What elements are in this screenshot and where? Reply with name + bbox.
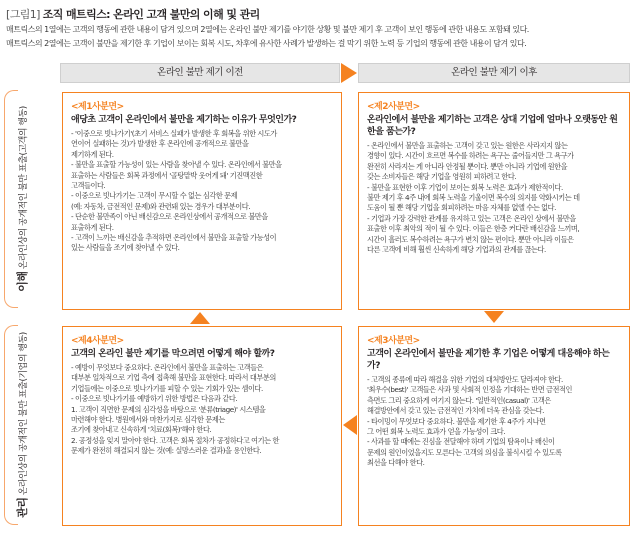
quadrant-1-question: 애당초 고객이 온라인에서 불만을 제기하는 이유가 무엇인가? bbox=[71, 115, 297, 125]
list-item: - 온라인에서 불만을 표출하는 고객이 갖고 있는 원한은 사라지지 않는 bbox=[367, 141, 568, 150]
list-item: - 불만을 표현한 이후 기업이 보이는 회복 노력은 효과가 제한적이다. bbox=[367, 182, 563, 192]
list-item: - 타이밍이 무엇보다 중요하다. 불만을 제기한 후 4주가 지나면 bbox=[367, 416, 546, 426]
row-title-understand: 이해 bbox=[16, 271, 29, 292]
intro-line-2: 매트릭스의 2열에는 고객이 불만을 제기한 후 기업이 보이는 회복 시도, 차후에 유사한 사례가 발생하는 걸 막기 위한 노력 등 기업의 행동에 관한 내용이 담겨 있다. bbox=[6, 39, 527, 48]
list-item: - 불만을 표출할 가능성이 있는 사람을 찾아낼 수 있다. 온라인에서 불만을 bbox=[71, 160, 282, 170]
list-item: '최우수(best)' 고객들은 사과 및 사회적 인정을 기대하는 반면 금전적인 bbox=[367, 385, 573, 395]
list-item: 갖는 소비자들은 해당 기업을 영원히 피하려고 한다. bbox=[367, 172, 517, 182]
row-label-manage bbox=[4, 325, 48, 525]
list-item: 2. 공정성을 잊지 말아야 한다. 고객은 회복 절차가 공정하다고 여기는 한 bbox=[71, 435, 279, 445]
quadrant-4-tag: <제4사분면> bbox=[71, 336, 124, 346]
list-item: - '이중으로 빗나가기'(초기 서비스 실패가 발생한 후 회복을 위한 시도가 bbox=[71, 129, 277, 138]
list-item: 연이어 실패하는 것)가 발생한 후 온라인에 공개적으로 불만을 bbox=[71, 139, 249, 149]
list-item: 조기에 찾아내고 신속하게 '치료(회복)'해야 한다. bbox=[71, 425, 212, 435]
list-item: 도움이 될 뿐 해당 기업을 회피하려는 마음 자체를 없앨 수는 없다. bbox=[367, 203, 557, 213]
quadrant-4-list bbox=[71, 363, 333, 457]
list-item: 완전히 사라지는 게 아니라 안정될 뿐이다. 뿐만 아니라 기업에 원한을 bbox=[367, 161, 568, 171]
list-item: 경향이 있다. 시간이 흐르면 복수를 하려는 욕구는 줄어들지만 그 욕구가 bbox=[367, 151, 574, 161]
flow-arrow-up-icon bbox=[190, 312, 210, 324]
list-item: 문제가 완전히 해결되지 않는 것(예: 실망스러운 결과)을 용인한다. bbox=[71, 446, 262, 456]
row-sub-understand: 온라인상의 공개적인 불만 표출(고객의 행동) bbox=[19, 106, 29, 270]
list-item: (예: 자동차, 금전적인 문제)와 관련돼 있는 경우가 대부분이다. bbox=[71, 201, 251, 211]
quadrant-3-tag: <제3사분면> bbox=[367, 336, 420, 346]
list-item: 1. 고객이 직면한 문제의 심각성을 바탕으로 '분류(triage)' 시스템을 bbox=[71, 404, 266, 414]
list-item: 그 어떤 회복 노력도 효과가 얻을 가능성이 크다. bbox=[367, 427, 506, 437]
list-item: - 기업과 가장 강력한 관계를 유지하고 있는 고객은 온라인 상에서 불만을 bbox=[367, 213, 576, 223]
list-item: 있는 사람들을 조기에 찾아낼 수 있다. bbox=[71, 243, 180, 253]
list-item: 고객들이다. bbox=[71, 181, 106, 191]
quadrant-4-question: 고객의 온라인 불만 제기를 막으려면 어떻게 해야 할까? bbox=[71, 349, 275, 359]
figure-label: [그림1] bbox=[6, 8, 40, 21]
quadrant-2-tag: <제2사분면> bbox=[367, 102, 420, 112]
quadrant-2-question: 온라인에서 불만을 제기하는 고객은 상대 기업에 얼마나 오랫동안 원한을 품는가? bbox=[367, 115, 618, 137]
column-header-before: 온라인 불만 제기 이전 bbox=[60, 63, 340, 83]
list-item: - 예방이 무엇보다 중요하다. 온라인에서 불만을 표출하는 고객들은 bbox=[71, 363, 264, 372]
quadrant-1 bbox=[62, 92, 342, 310]
list-item: 기업들에는 이중으로 빗나가기를 피할 수 있는 기회가 있는 셈이다. bbox=[71, 383, 263, 393]
quadrant-3-question: 고객이 온라인에서 불만을 제기한 후 기업은 어떻게 대응해야 하는가? bbox=[367, 349, 610, 371]
quadrant-2-list bbox=[367, 141, 621, 255]
row-caption-understand bbox=[14, 106, 30, 292]
row-sub-manage: 온라인상의 공개적인 불만 표출(기업의 행동) bbox=[19, 332, 29, 496]
list-item: 시간이 흘러도 복수하려는 욕구가 변치 않는 편이다. 뿐만 아니라 이들은 bbox=[367, 234, 574, 244]
flow-arrow-right-icon bbox=[341, 63, 357, 83]
list-item: 표출하는 사람들은 회복 과정에서 '골탕맡박 웃어게 돼' 기진맥진한 bbox=[71, 170, 263, 180]
list-item: - 단순한 불만족이 아닌 배신감으로 온라인상에서 공개적으로 불만을 bbox=[71, 212, 268, 222]
list-item: 대부분 일차적으로 기업 측에 접촉해 불만을 표현한다. 따라서 대부분의 bbox=[71, 373, 276, 383]
row-title-manage: 관리 bbox=[16, 497, 29, 518]
quadrant-3-list bbox=[367, 375, 621, 469]
figure-name: 조직 매트릭스: 온라인 고객 불만의 이해 및 관리 bbox=[42, 8, 260, 21]
flow-arrow-left-icon bbox=[343, 415, 357, 435]
list-item: 제기하게 된다. bbox=[71, 149, 114, 159]
list-item: 다른 고객에 비해 훨씬 신속하게 해당 기업과의 관계를 끊는다. bbox=[367, 245, 546, 255]
row-caption-manage bbox=[14, 332, 30, 518]
list-item: 불만 제기 후 4주 내에 회복 노력을 기울이면 복수의 의지를 약화시키는 데 bbox=[367, 193, 580, 203]
quadrant-1-list bbox=[71, 129, 333, 254]
list-item: 측면도 그리 중요하게 여기지 않는다. '일반적인(casual)' 고객은 bbox=[367, 395, 551, 405]
figure-title bbox=[6, 6, 260, 22]
list-item: - 고객이 느끼는 배신감을 추적하면 온라인에서 불만을 표출할 가능성이 bbox=[71, 233, 277, 243]
list-item: 표출하게 된다. bbox=[71, 222, 114, 232]
list-item: 문제의 원인이었을지도 모른다는 고객의 의심을 불식시킬 수 있도록 bbox=[367, 447, 562, 457]
list-item: 해결방안에서 갖고 있는 금전적인 가치에 더욱 관심을 갖는다. bbox=[367, 406, 545, 416]
list-item: - 이중으로 빗나가기를 예방하기 위한 방법은 다음과 같다. bbox=[71, 394, 238, 404]
flow-arrow-down-icon bbox=[484, 311, 504, 323]
quadrant-2 bbox=[358, 92, 630, 310]
row-label-understand bbox=[4, 90, 48, 308]
list-item: - 고객의 종류에 따라 해결을 위한 기업의 대처방안도 달라져야 한다. bbox=[367, 375, 563, 384]
intro-line-1: 매트릭스의 1열에는 고객의 행동에 관한 내용이 담겨 있으며 2열에는 온라인 불만 제기를 야기한 상황 및 불만 제기 후 고객이 보인 행동에 관한 내용도 포함돼 있다. bbox=[6, 25, 529, 34]
list-item: - 사과를 할 때에는 진심을 전달해야 하며 기업의 탐욕이나 배신이 bbox=[367, 437, 555, 447]
column-header-after: 온라인 불만 제기 이후 bbox=[358, 63, 630, 83]
list-item: 마련해야 한다. 병원에서와 마찬가지로 심각한 문제는 bbox=[71, 415, 225, 425]
quadrant-1-tag: <제1사분면> bbox=[71, 102, 124, 112]
list-item: 표출한 이후 최악의 적이 될 수 있다. 이들은 한층 커다란 배신감을 느끼며, bbox=[367, 224, 580, 234]
quadrant-3 bbox=[358, 326, 630, 526]
list-item: 최선을 다해야 한다. bbox=[367, 458, 425, 468]
quadrant-4 bbox=[62, 326, 342, 526]
list-item: - 이중으로 빗나가기는 고객이 무시할 수 없는 심각한 문제 bbox=[71, 191, 238, 201]
